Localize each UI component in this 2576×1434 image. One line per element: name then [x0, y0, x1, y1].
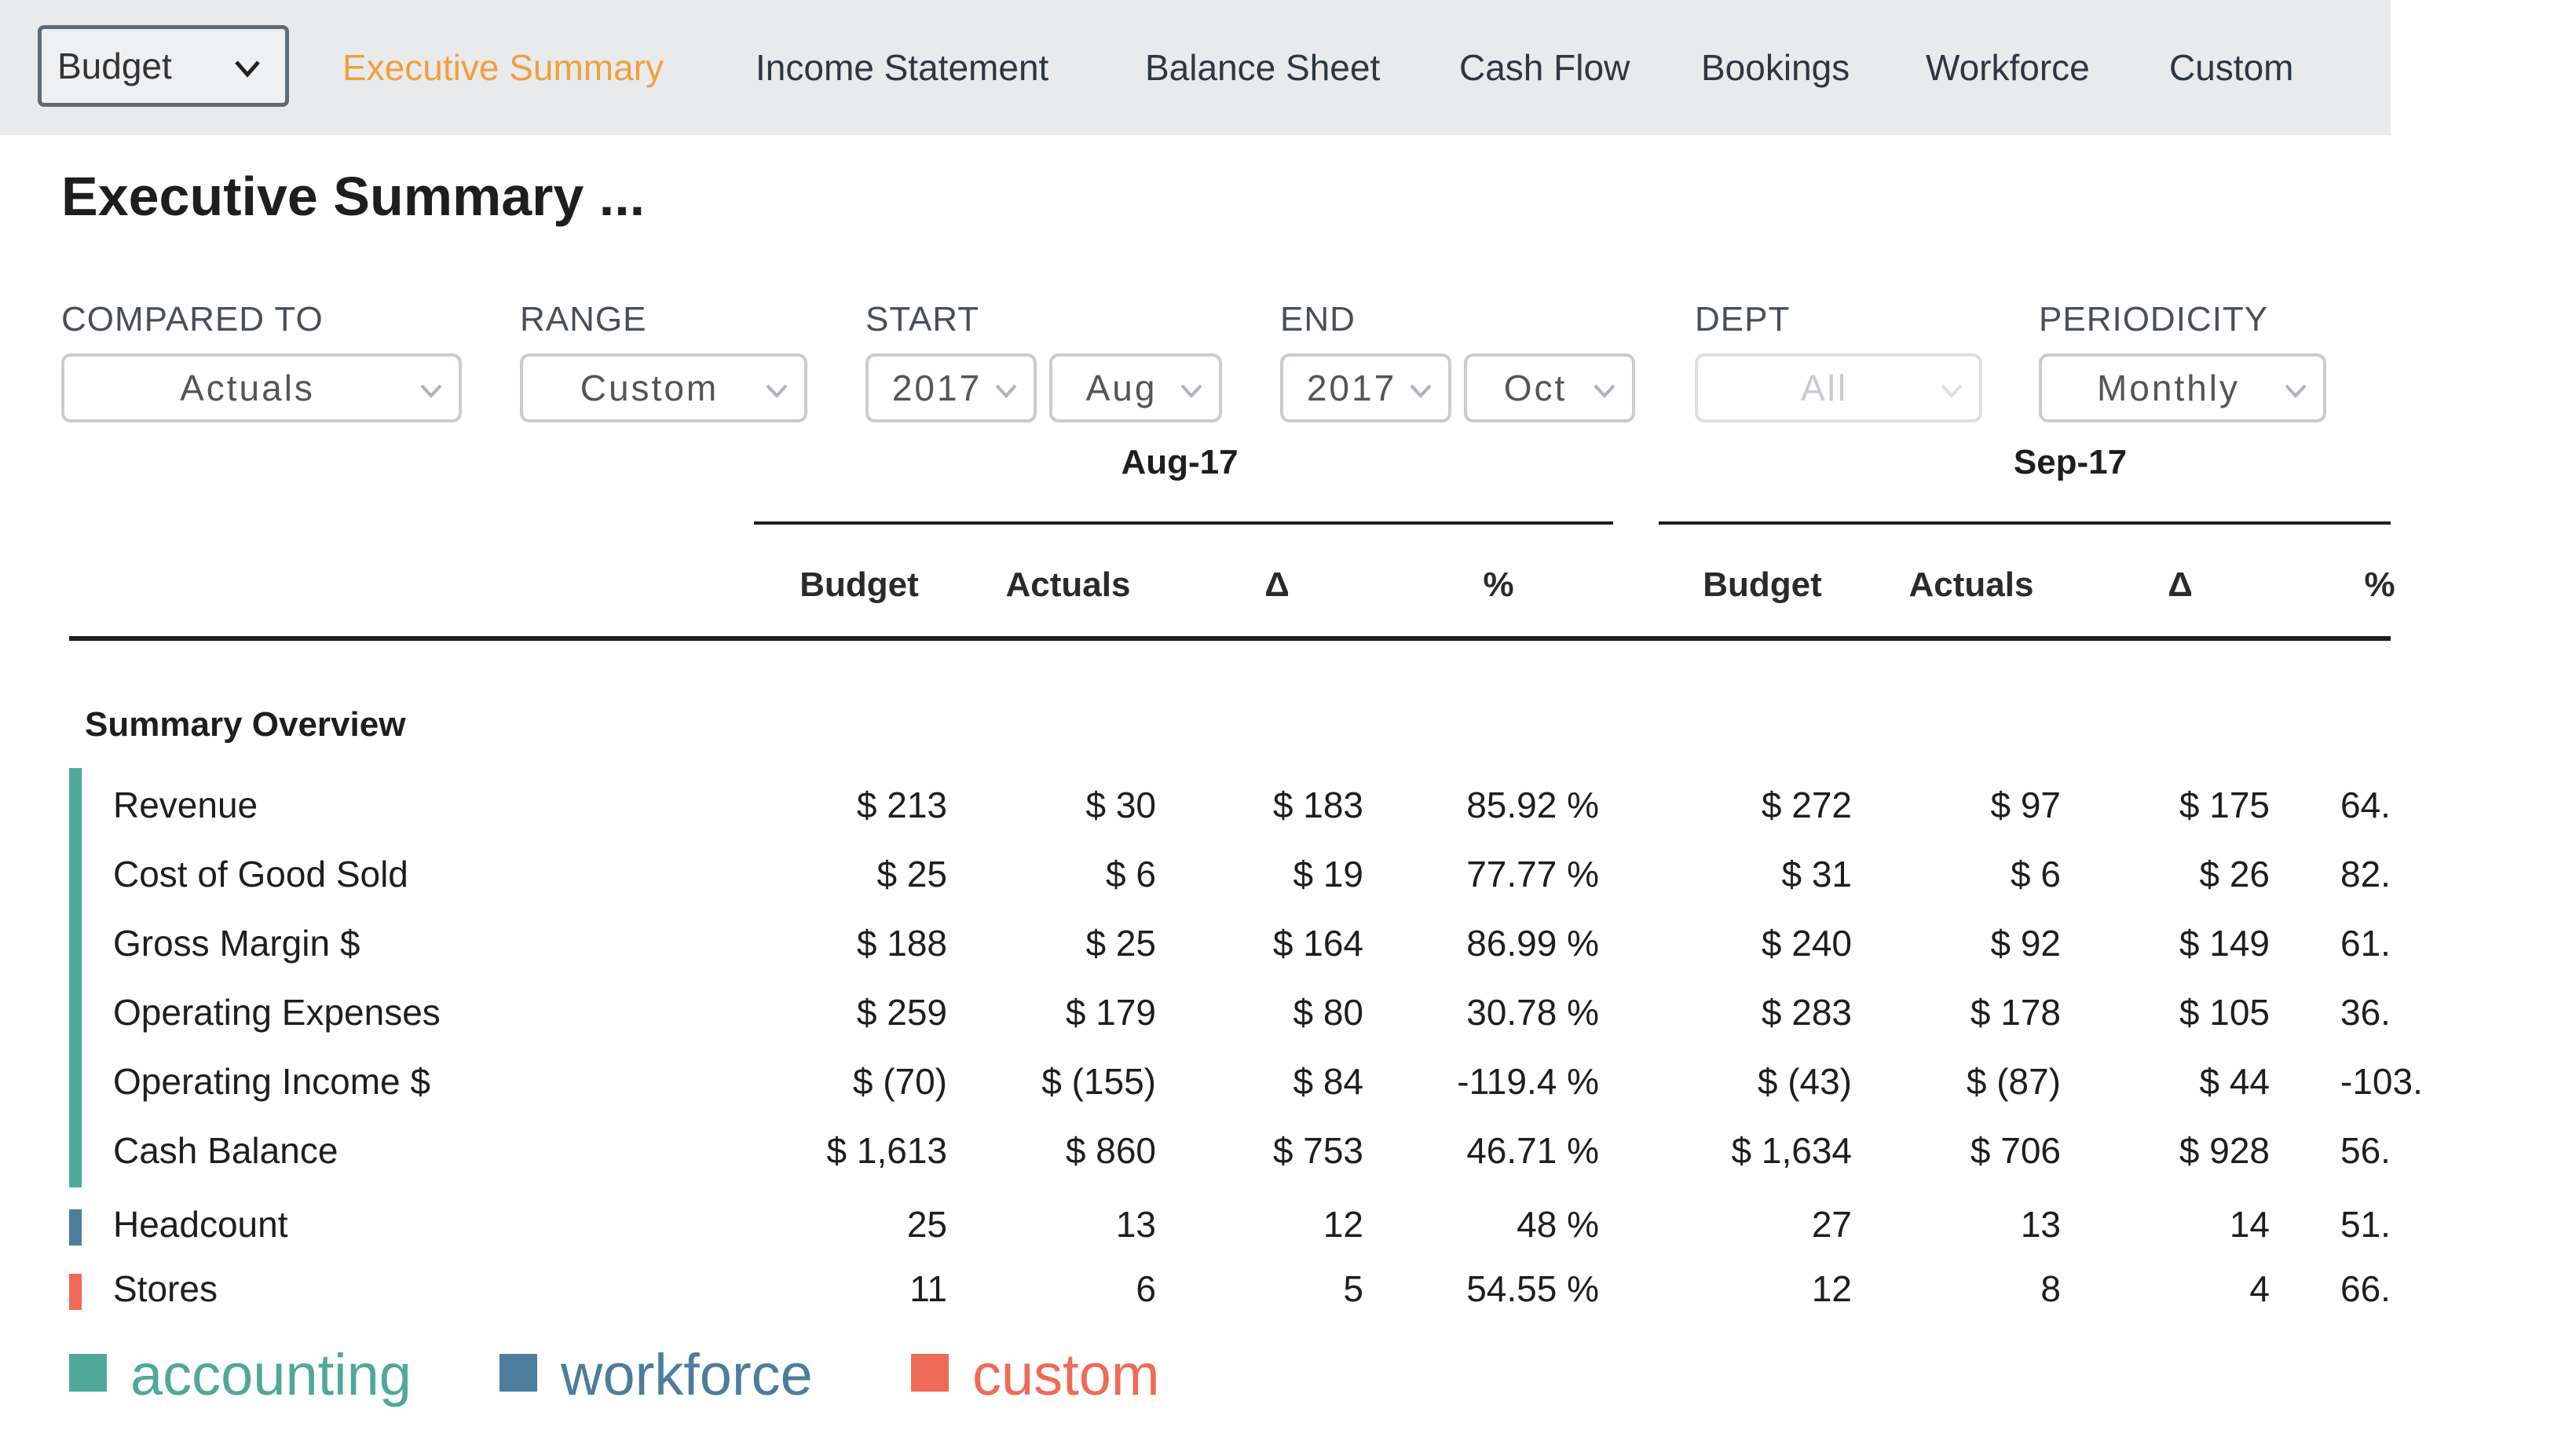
table-cell: 13 — [1115, 1204, 1156, 1245]
table-cell: $ 183 — [1272, 785, 1363, 825]
col-header-budget[interactable]: Budget — [1703, 565, 1822, 604]
table-cell: 12 — [1323, 1204, 1363, 1245]
chevron-down-icon — [232, 53, 263, 84]
row-label[interactable]: Stores — [113, 1268, 218, 1309]
row-label[interactable]: Operating Expenses — [113, 992, 441, 1033]
table-cell: 36. — [2340, 992, 2391, 1033]
table-cell: 66. — [2340, 1268, 2391, 1309]
table-cell: $ 1,613 — [826, 1130, 947, 1171]
table-cell: 13 — [2020, 1204, 2061, 1245]
range-dropdown[interactable] — [520, 353, 807, 423]
end-month-value: Oct — [1503, 368, 1568, 408]
table-row[interactable] — [0, 842, 2391, 911]
table-cell: $ (43) — [1757, 1061, 1852, 1102]
legend-swatch — [911, 1354, 949, 1392]
table-cell: $ 26 — [2199, 854, 2270, 894]
table-cell: $ (70) — [852, 1061, 947, 1102]
table-cell: $ 30 — [1085, 785, 1156, 825]
page-title[interactable]: Executive Summary ... — [61, 166, 646, 227]
header-divider — [69, 636, 2391, 641]
category-bar — [69, 842, 82, 911]
category-bar — [69, 1118, 82, 1187]
table-row[interactable] — [0, 1049, 2423, 1118]
table-cell: $ 175 — [2179, 785, 2270, 825]
dept-label: DEPT — [1695, 300, 1791, 338]
table-cell: $ 188 — [856, 923, 947, 964]
col-header-delta[interactable]: Δ — [1264, 565, 1290, 604]
tab-cash-flow[interactable]: Cash Flow — [1459, 47, 1630, 88]
col-header-actuals[interactable]: Actuals — [1005, 565, 1131, 604]
col-header-percent[interactable]: % — [1483, 565, 1514, 604]
chevron-down-icon — [763, 377, 790, 404]
legend-swatch — [499, 1354, 537, 1392]
table-cell: $ 92 — [1990, 923, 2061, 964]
period-divider-sep — [1659, 521, 2391, 525]
table-cell: 8 — [2040, 1268, 2061, 1309]
table-cell: 82. — [2340, 854, 2391, 894]
range-label: RANGE — [520, 300, 647, 338]
table-cell: $ (87) — [1966, 1061, 2061, 1102]
table-cell: $ 97 — [1990, 785, 2061, 825]
category-bar — [69, 768, 82, 842]
table-cell: $ 80 — [1293, 992, 1363, 1033]
col-header-percent[interactable]: % — [2364, 565, 2395, 604]
dept-value: All — [1800, 368, 1849, 408]
periodicity-label: PERIODICITY — [2039, 300, 2269, 338]
start-month-dropdown[interactable] — [1049, 353, 1222, 423]
table-row[interactable] — [0, 1192, 2391, 1261]
row-label[interactable]: Operating Income $ — [113, 1061, 431, 1102]
table-cell: $ 6 — [2011, 854, 2061, 894]
table-cell: 86.99 % — [1466, 923, 1599, 964]
start-year-value: 2017 — [891, 368, 982, 408]
table-cell: $ 928 — [2179, 1130, 2270, 1171]
table-row[interactable] — [0, 980, 2391, 1049]
col-header-delta[interactable]: Δ — [2168, 565, 2193, 604]
table-cell: $ 860 — [1065, 1130, 1156, 1171]
table-cell: 61. — [2340, 923, 2391, 964]
tab-balance-sheet[interactable]: Balance Sheet — [1145, 47, 1381, 88]
start-label: START — [865, 300, 980, 338]
table-cell: $ 25 — [876, 854, 947, 894]
tab-workforce[interactable]: Workforce — [1926, 47, 2090, 88]
row-label[interactable]: Cost of Good Sold — [113, 854, 408, 894]
category-bar — [69, 1274, 82, 1310]
legend-label: custom — [972, 1342, 1160, 1407]
period-header-sep: Sep-17 — [2013, 443, 2128, 481]
chevron-down-icon — [993, 377, 1019, 404]
table-row[interactable] — [0, 911, 2391, 980]
range-value: Custom — [580, 368, 719, 408]
chevron-down-icon — [2282, 377, 2309, 404]
table-row[interactable] — [0, 1118, 2391, 1187]
table-cell: -103. — [2340, 1061, 2423, 1102]
period-header-aug: Aug-17 — [1121, 443, 1239, 481]
end-month-dropdown[interactable] — [1464, 353, 1635, 423]
legend-label: accounting — [130, 1342, 412, 1407]
table-cell: 11 — [909, 1268, 947, 1309]
tab-custom[interactable]: Custom — [2169, 47, 2294, 88]
table-cell: 77.77 % — [1466, 854, 1599, 894]
tab-income-statement[interactable]: Income Statement — [756, 47, 1049, 88]
category-bar — [69, 1209, 82, 1246]
scenario-select[interactable] — [38, 25, 289, 107]
legend-label: workforce — [561, 1342, 813, 1407]
row-label[interactable]: Cash Balance — [113, 1130, 338, 1171]
tab-bookings[interactable]: Bookings — [1701, 47, 1850, 88]
table-cell: 4 — [2249, 1268, 2270, 1309]
table-cell: 51. — [2340, 1204, 2391, 1245]
dept-dropdown — [1695, 353, 1982, 423]
table-cell: $ 178 — [1970, 992, 2061, 1033]
end-year-value: 2017 — [1306, 368, 1397, 408]
table-cell: $ 6 — [1106, 854, 1156, 894]
table-cell: 5 — [1343, 1268, 1363, 1309]
compared-to-value: Actuals — [180, 368, 315, 408]
table-cell: $ 44 — [2199, 1061, 2270, 1102]
col-header-budget[interactable]: Budget — [800, 565, 919, 604]
table-cell: 12 — [1811, 1268, 1852, 1309]
table-cell: $ 272 — [1761, 785, 1852, 825]
top-nav-bar — [0, 0, 2391, 135]
table-cell: 64. — [2340, 785, 2391, 825]
col-header-actuals[interactable]: Actuals — [1908, 565, 2034, 604]
table-row[interactable] — [0, 773, 2391, 842]
start-month-value: Aug — [1085, 368, 1158, 408]
table-cell: $ 259 — [856, 992, 947, 1033]
table-cell: $ 19 — [1293, 854, 1363, 894]
tab-executive-summary[interactable]: Executive Summary — [342, 47, 664, 88]
periodicity-dropdown[interactable] — [2039, 353, 2326, 423]
table-cell: $ 149 — [2179, 923, 2270, 964]
legend-swatch — [69, 1354, 107, 1392]
chevron-down-icon — [1938, 377, 1965, 404]
category-bar — [69, 911, 82, 980]
period-divider-aug — [754, 521, 1613, 525]
table-cell: $ 105 — [2179, 992, 2270, 1033]
end-label: END — [1280, 300, 1356, 338]
compared-to-label: COMPARED TO — [61, 300, 324, 338]
table-cell: 56. — [2340, 1130, 2391, 1171]
chevron-down-icon — [418, 377, 445, 404]
chevron-down-icon — [1407, 377, 1434, 404]
table-cell: $ 25 — [1085, 923, 1156, 964]
category-bar — [69, 980, 82, 1049]
table-cell: $ 164 — [1272, 923, 1363, 964]
table-cell: $ 706 — [1970, 1130, 2061, 1171]
table-cell: $ (155) — [1041, 1061, 1156, 1102]
chevron-down-icon — [1591, 377, 1618, 404]
table-cell: 48 % — [1517, 1204, 1599, 1245]
periodicity-value: Monthly — [2096, 368, 2241, 408]
category-bar — [69, 1049, 82, 1118]
table-cell: -119.4 % — [1457, 1061, 1599, 1102]
table-cell: 6 — [1136, 1268, 1156, 1309]
table-cell: 14 — [2229, 1204, 2270, 1245]
table-row[interactable] — [0, 1257, 2391, 1326]
compared-to-dropdown[interactable] — [61, 353, 462, 423]
table-cell: $ 31 — [1781, 854, 1852, 894]
row-label[interactable]: Gross Margin $ — [113, 923, 360, 964]
table-cell: 27 — [1811, 1204, 1852, 1245]
table-cell: $ 240 — [1761, 923, 1852, 964]
section-title: Summary Overview — [85, 705, 406, 744]
table-cell: $ 179 — [1065, 992, 1156, 1033]
table-cell: 46.71 % — [1466, 1130, 1599, 1171]
end-year-dropdown[interactable] — [1280, 353, 1451, 423]
start-year-dropdown[interactable] — [865, 353, 1037, 423]
table-cell: 85.92 % — [1466, 785, 1599, 825]
table-cell: $ 84 — [1293, 1061, 1363, 1102]
table-cell: $ 283 — [1761, 992, 1852, 1033]
table-cell: $ 213 — [856, 785, 947, 825]
table-cell: $ 753 — [1272, 1130, 1363, 1171]
row-label[interactable]: Revenue — [113, 785, 258, 825]
chevron-down-icon — [1178, 377, 1205, 404]
scenario-select-value: Budget — [57, 46, 172, 86]
table-cell: $ 1,634 — [1731, 1130, 1852, 1171]
table-cell: 25 — [906, 1204, 947, 1245]
table-cell: 30.78 % — [1466, 992, 1599, 1033]
table-cell: 54.55 % — [1466, 1268, 1599, 1309]
row-label[interactable]: Headcount — [113, 1204, 288, 1245]
